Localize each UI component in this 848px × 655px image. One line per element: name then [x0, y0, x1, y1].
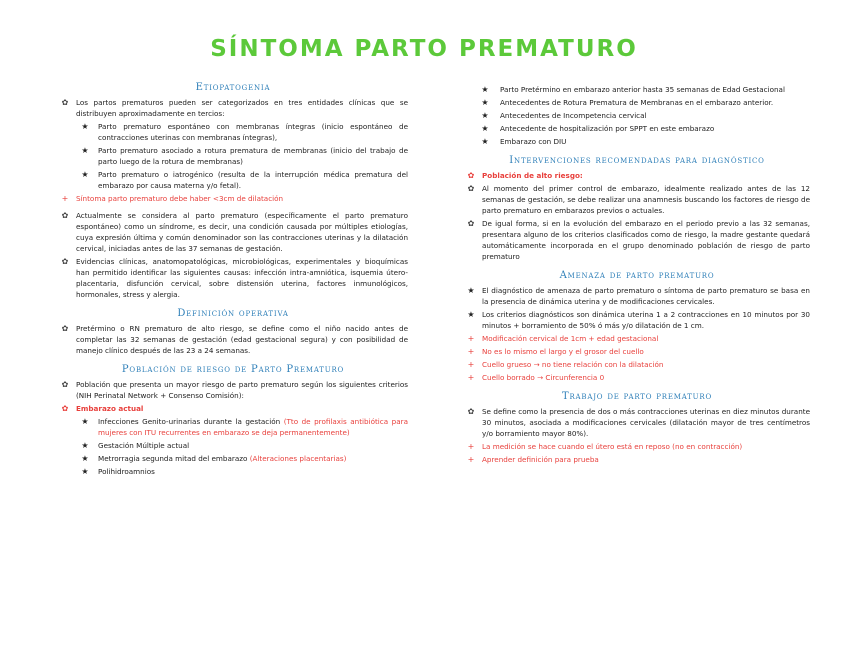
right-column — [464, 84, 810, 473]
paragraph: ✿ De igual forma, si en la evolución del embarazo en el periodo previo a las 32 semanas, presentara alguno de los criterios clasificados como de riesgo, la madre gestante quedará automáticamente incorporada en el grupo denominado población de riesgo de parto prematuro — [464, 218, 810, 262]
flower-bullet-icon: ✿ — [61, 257, 69, 266]
page-title: SÍNTOMA PARTO PREMATURO — [210, 36, 638, 62]
flower-bullet-icon: ✿ — [61, 380, 69, 389]
subheading: ✿ Embarazo actual — [58, 403, 408, 414]
note-item: + Cuello borrado → Circunferencia 0 — [464, 372, 810, 383]
star-bullet-icon: ★ — [81, 146, 89, 155]
section-heading: Intervenciones recomendadas para diagnóstico — [509, 155, 765, 166]
star-bullet-icon: ★ — [81, 170, 89, 179]
paragraph: ✿ Se define como la presencia de dos o más contracciones uterinas en diez minutos durante 30 minutos, asociada a modificaciones cervicales (dilatación mayor de tres centímetros y/o borramiento mayor 80%). — [464, 406, 810, 439]
section-poblacion — [58, 364, 408, 477]
paragraph: ★ Los criterios diagnósticos son dinámica uterina 1 a 2 contracciones en 10 minutos por 30 minutos + borramiento de 50% ó más y/o dilatación de 1 cm. — [464, 309, 810, 331]
section-heading: Definición operativa — [177, 308, 289, 319]
star-bullet-icon: ★ — [467, 286, 475, 295]
paragraph: ✿ Al momento del primer control de embarazo, idealmente realizado antes de las 12 semanas de gestación, se debe realizar una anamnesis buscando los factores de riesgo de parto prematuro en embarazos previos o actuales. — [464, 183, 810, 216]
list-item: ★ Antecedentes de Incompetencia cervical — [464, 110, 810, 121]
note-item: + Aprender definición para prueba — [464, 454, 810, 465]
star-bullet-icon: ★ — [481, 85, 489, 94]
paragraph: ✿ Evidencias clínicas, anatomopatológicas, microbiológicas, experimentales y bioquímicas han permitido identificar las siguientes causas: infección intra-amniótica, isquemia útero-placentaria, disfunción cervical, sobre distensión uterina, factores inmunológicos, hormonales, stress y alergia. — [58, 256, 408, 300]
flower-bullet-icon: ✿ — [467, 171, 475, 180]
section-heading: Amenaza de parto prematuro — [559, 270, 715, 281]
section-definicion — [58, 308, 408, 356]
flower-bullet-icon: ✿ — [467, 184, 475, 193]
plus-bullet-icon: + — [467, 455, 475, 464]
star-bullet-icon: ★ — [481, 124, 489, 133]
plus-bullet-icon: + — [467, 442, 475, 451]
flower-bullet-icon: ✿ — [467, 407, 475, 416]
flower-bullet-icon: ✿ — [61, 211, 69, 220]
star-bullet-icon: ★ — [481, 111, 489, 120]
note-item: + Síntoma parto prematuro debe haber <3cm de dilatación — [58, 193, 408, 204]
section-poblacion-continued — [464, 84, 810, 147]
flower-bullet-icon: ✿ — [61, 98, 69, 107]
note-item: + La medición se hace cuando el útero está en reposo (no en contracción) — [464, 441, 810, 452]
list-item: ★ Polihidroamnios — [58, 466, 408, 477]
paragraph: ✿ Los partos prematuros pueden ser categorizados en tres entidades clínicas que se distribuyen aproximadamente en tercios: — [58, 97, 408, 119]
plus-bullet-icon: + — [61, 194, 69, 203]
plus-bullet-icon: + — [467, 347, 475, 356]
section-amenaza — [464, 270, 810, 383]
flower-bullet-icon: ✿ — [61, 324, 69, 333]
list-item: ★ Parto prematuro o iatrogénico (resulta de la interrupción médica prematura del embarazo por causa materna y/o fetal). — [58, 169, 408, 191]
list-item: ★ Gestación Múltiple actual — [58, 440, 408, 451]
star-bullet-icon: ★ — [481, 98, 489, 107]
section-heading: Etiopatogenia — [195, 82, 271, 93]
subheading: ✿ Población de alto riesgo: — [464, 170, 810, 181]
star-bullet-icon: ★ — [81, 454, 89, 463]
section-intervenciones — [464, 155, 810, 262]
note-item: + Modificación cervical de 1cm + edad gestacional — [464, 333, 810, 344]
flower-bullet-icon: ✿ — [467, 219, 475, 228]
section-heading: Población de riesgo de Parto Prematuro — [121, 364, 345, 375]
list-item: ★ Infecciones Genito-urinarias durante la gestación (Tto de profilaxis antibiótica para mujeres con ITU recurrentes en embarazo se deja permanentemente) — [58, 416, 408, 438]
paragraph: ✿ Actualmente se considera al parto prematuro (específicamente el parto prematuro espontáneo) como un síndrome, es decir, una condición causada por múltiples etiologías, cuya expresión última y común denominador son las contracciones uterinas y la dilatación cervical, iniciadas antes de las 37 semanas de gestación. — [58, 210, 408, 254]
paragraph: ✿ Pretérmino o RN prematuro de alto riesgo, se define como el niño nacido antes de completar las 32 semanas de gestación (edad gestacional segura) y con posibilidad de manejo clínico después de las 23 a 24 semanas. — [58, 323, 408, 356]
star-bullet-icon: ★ — [81, 417, 89, 426]
list-item: ★ Parto prematuro asociado a rotura prematura de membranas (inicio del trabajo de parto luego de la rotura de membranas) — [58, 145, 408, 167]
section-heading: Trabajo de parto prematuro — [562, 391, 712, 402]
list-item: ★ Embarazo con DIU — [464, 136, 810, 147]
star-bullet-icon: ★ — [481, 137, 489, 146]
list-item: ★ Parto Pretérmino en embarazo anterior hasta 35 semanas de Edad Gestacional — [464, 84, 810, 95]
list-item: ★ Parto prematuro espontáneo con membranas íntegras (inicio espontáneo de contracciones uterinas con membranas íntegras), — [58, 121, 408, 143]
list-item: ★ Antecedentes de Rotura Prematura de Membranas en el embarazo anterior. — [464, 97, 810, 108]
star-bullet-icon: ★ — [81, 441, 89, 450]
plus-bullet-icon: + — [467, 360, 475, 369]
list-item: ★ Metrorragia segunda mitad del embarazo (Alteraciones placentarias) — [58, 453, 408, 464]
star-bullet-icon: ★ — [467, 310, 475, 319]
star-bullet-icon: ★ — [81, 467, 89, 476]
list-item: ★ Antecedente de hospitalización por SPPT en este embarazo — [464, 123, 810, 134]
plus-bullet-icon: + — [467, 373, 475, 382]
flower-bullet-icon: ✿ — [61, 404, 69, 413]
section-etiopatogenia — [58, 82, 408, 300]
star-bullet-icon: ★ — [81, 122, 89, 131]
section-trabajo — [464, 391, 810, 465]
paragraph: ✿ Población que presenta un mayor riesgo de parto prematuro según los siguientes criterios (NIH Perinatal Network + Consenso Comisión): — [58, 379, 408, 401]
left-column — [58, 82, 408, 485]
plus-bullet-icon: + — [467, 334, 475, 343]
note-item: + No es lo mismo el largo y el grosor del cuello — [464, 346, 810, 357]
note-item: + Cuello grueso → no tiene relación con la dilatación — [464, 359, 810, 370]
paragraph: ★ El diagnóstico de amenaza de parto prematuro o síntoma de parto prematuro se basa en la presencia de dinámica uterina y de modificaciones cervicales. — [464, 285, 810, 307]
